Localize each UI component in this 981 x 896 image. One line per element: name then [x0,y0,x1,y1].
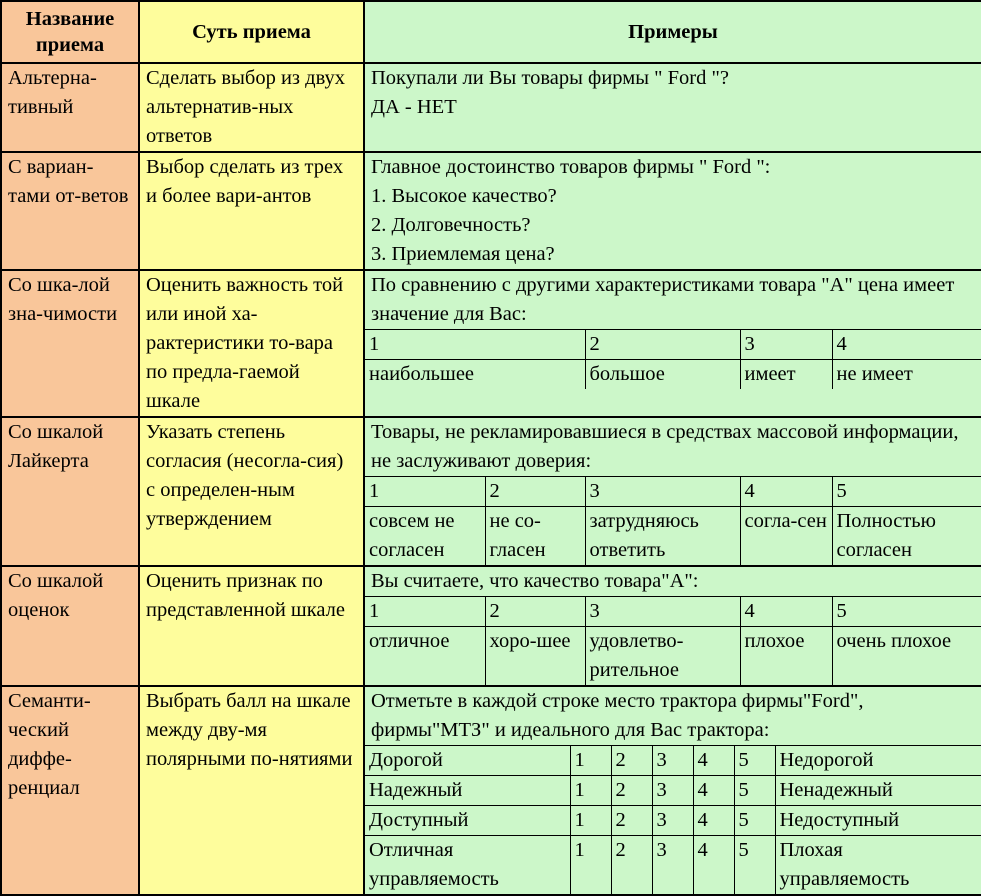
scale-label: не со-гласен [485,507,585,566]
scale-point: 3 [652,836,693,895]
scale-label: согла-сен [740,507,832,566]
scale-label: затрудняюсь ответить [585,507,740,566]
header-row [1,1,981,63]
scale-number: 2 [585,330,740,360]
scale-point: 5 [734,806,775,836]
scale-number: 4 [740,597,832,627]
example-cell [364,417,981,566]
scale-label: наибольшее [365,360,585,390]
scale-point: 4 [693,746,734,776]
scale-number: 1 [365,330,585,360]
header-essence: Суть приема [139,1,364,63]
example-cell [364,566,981,686]
method-name: С вариан-тами от-ветов [1,152,139,270]
scale-point: 4 [693,806,734,836]
scale-point: 2 [611,746,652,776]
pair-right: Ненадежный [775,776,981,806]
table-row [1,63,981,152]
scale-point: 1 [570,806,611,836]
table-row [1,686,981,895]
table-row [1,270,981,417]
scale-number: 1 [365,477,485,507]
pair-right: Недоступный [775,806,981,836]
scale-point: 3 [652,806,693,836]
scale-label: большое [585,360,740,390]
scale-number: 3 [585,477,740,507]
importance-scale [365,329,981,389]
scale-point: 5 [734,836,775,895]
method-essence: Указать степень согласия (несогла-сия) с определен-ным утверждением [139,417,364,566]
pair-left: Отличная управляемость [365,836,570,895]
method-essence: Оценить признак по представленной шкале [139,566,364,686]
scale-point: 3 [652,746,693,776]
scale-number: 2 [485,477,585,507]
likert-scale [365,476,981,565]
scale-point: 5 [734,776,775,806]
method-name: Семанти-ческий диффе-ренциал [1,686,139,895]
scale-point: 2 [611,806,652,836]
scale-label: имеет [740,360,832,390]
method-essence: Выбор сделать из трех и более вари-антов [139,152,364,270]
example-option: 1. Высокое качество? [371,185,557,207]
pair-left: Дорогой [365,746,570,776]
scale-number: 1 [365,597,485,627]
semantic-differential-scale [365,745,981,894]
method-name: Со шкалой Лайкерта [1,417,139,566]
scale-number: 3 [740,330,832,360]
scale-point: 4 [693,836,734,895]
scale-point: 5 [734,746,775,776]
scale-point: 3 [652,776,693,806]
scale-number: 4 [740,477,832,507]
scale-number: 5 [832,477,981,507]
method-essence: Сделать выбор из двух альтернатив-ных ответов [139,63,364,152]
scale-label: совсем не согласен [365,507,485,566]
scale-number: 4 [832,330,981,360]
example-question: Вы считаете, что качество товара"А": [371,570,699,592]
example-cell [364,63,981,152]
table-row [1,152,981,270]
scale-label: плохое [740,627,832,686]
header-name: Название приема [1,1,139,63]
pair-right: Недорогой [775,746,981,776]
scale-label: отличное [365,627,485,686]
table-row [1,566,981,686]
example-cell [364,152,981,270]
scale-point: 4 [693,776,734,806]
pair-left: Доступный [365,806,570,836]
example-option: 3. Приемлемая цена? [371,243,555,265]
scale-label: Полностью согласен [832,507,981,566]
scale-label: не имеет [832,360,981,390]
example-question: По сравнению с другими характеристиками товара "А" цена имеет значение для Вас: [371,274,955,325]
example-cell [364,686,981,895]
scale-label: удовлетво-рительное [585,627,740,686]
scale-point: 1 [570,776,611,806]
example-option: 2. Долговечность? [371,214,531,236]
scale-label: очень плохое [832,627,981,686]
scale-point: 2 [611,776,652,806]
example-question: Товары, не рекламировавшиеся в средствах массовой информации, не заслуживают доверия: [371,421,959,472]
method-name: Альтерна-тивный [1,63,139,152]
pair-right: Плохая управляемость [775,836,981,895]
rating-scale [365,596,981,685]
pair-left: Надежный [365,776,570,806]
scale-number: 5 [832,597,981,627]
header-examples: Примеры [364,1,981,63]
method-essence: Выбрать балл на шкале между дву-мя полярными по-нятиями [139,686,364,895]
method-essence: Оценить важность той или иной ха-рактеристики то-вара по предла-гаемой шкале [139,270,364,417]
example-question: Главное достоинство товаров фирмы " Ford ": [371,156,771,178]
method-name: Со шкалой оценок [1,566,139,686]
scale-point: 2 [611,836,652,895]
example-question: Покупали ли Вы товары фирмы " Ford "? [371,67,729,89]
example-cell [364,270,981,417]
table-row [1,417,981,566]
scale-point: 1 [570,746,611,776]
scale-point: 1 [570,836,611,895]
scale-number: 3 [585,597,740,627]
method-name: Со шка-лой зна-чимости [1,270,139,417]
example-question: Отметьте в каждой строке место трактора фирмы"Ford", фирмы"МТЗ" и идеального для Вас трактора: [371,690,864,741]
scale-number: 2 [485,597,585,627]
example-answer: ДА - НЕТ [371,96,457,118]
scale-label: хоро-шее [485,627,585,686]
